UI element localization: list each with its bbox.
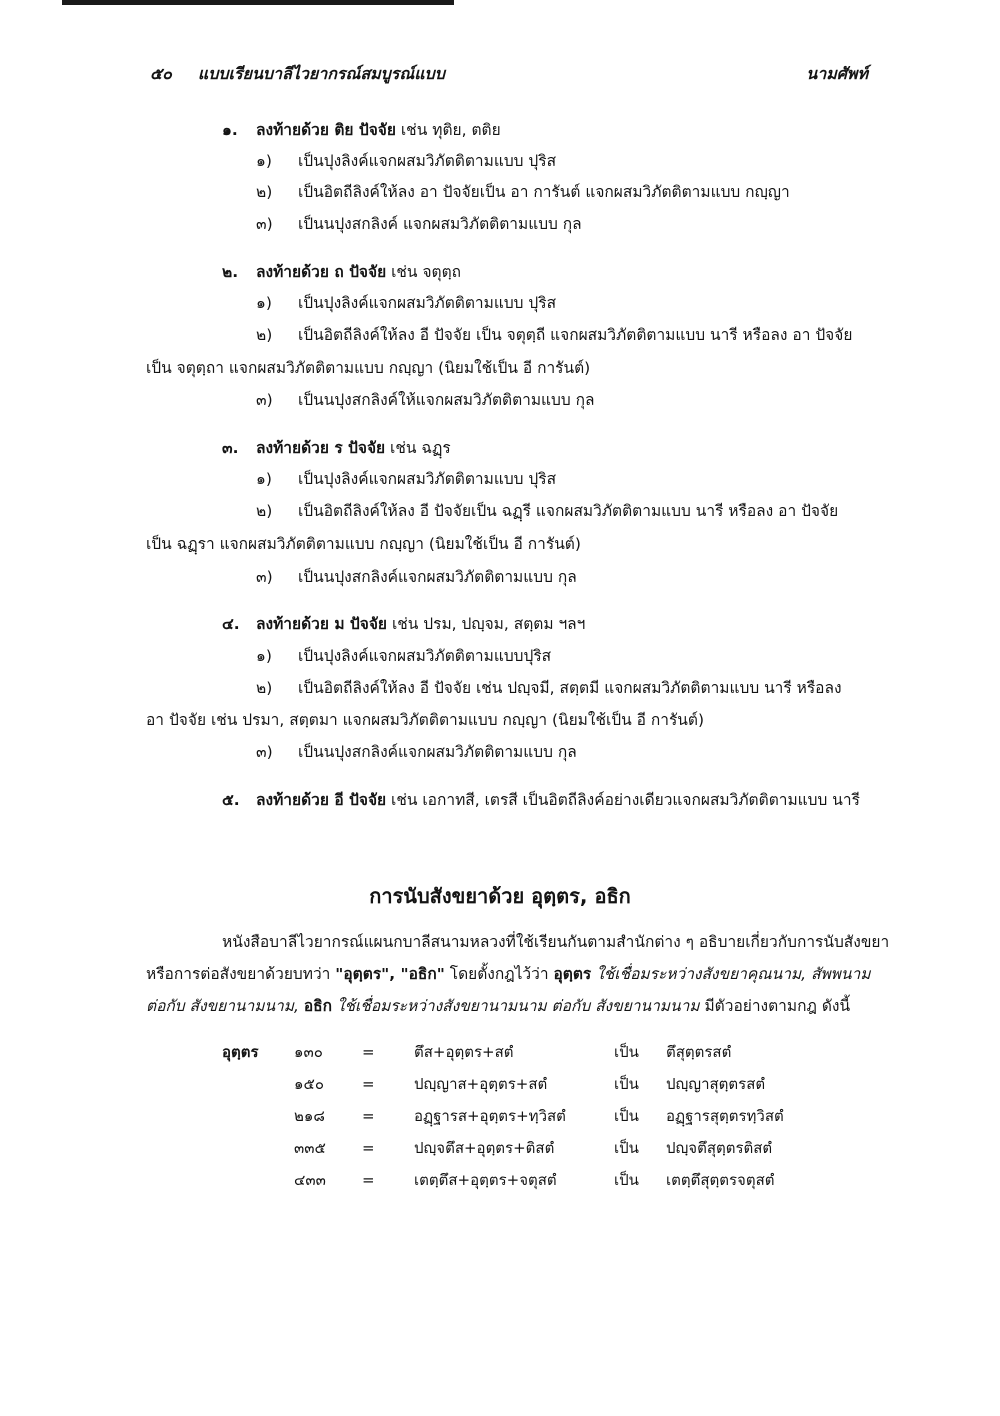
list-item: ๓) เป็นนปุงสกลิงค์แจกผสมวิภัตติตามแบบ กุล bbox=[256, 743, 577, 761]
list-item: ๓) เป็นนปุงสกลิงค์แจกผสมวิภัตติตามแบบ กุล bbox=[256, 568, 577, 586]
running-header bbox=[150, 62, 445, 87]
paragraph-line: หนังสือบาลีไวยากรณ์แผนกบาลีสนามหลวงที่ใช้เรียนกันตามสำนักต่าง ๆ อธิบายเกี่ยวกับการนับสังขยา bbox=[222, 933, 890, 951]
paragraph-line: ต่อกับ สังขยานามนาม, อธิก ใช้เชื่อมระหว่างสังขยานามนาม ต่อกับ สังขยานามนาม มีตัวอย่างตามกฎ ดังนี้ bbox=[146, 997, 851, 1015]
list-item: ๒) เป็นอิตถีลิงค์ให้ลง อา ปัจจัยเป็น อา การันต์ แจกผสมวิภัตติตามแบบ กญฺญา bbox=[256, 183, 790, 201]
group-heading: ๒. ลงท้ายด้วย ถ ปัจจัย เช่น จตุตฺถ bbox=[222, 263, 462, 281]
top-rule bbox=[62, 0, 454, 5]
group-heading: ๑. ลงท้ายด้วย ติย ปัจจัย เช่น ทุติย, ตติย bbox=[222, 121, 501, 139]
group-heading: ๔. ลงท้ายด้วย ม ปัจจัย เช่น ปรม, ปญฺจม, สตฺตม ฯลฯ bbox=[222, 615, 586, 633]
group-heading: ๕. ลงท้ายด้วย อี ปัจจัย เช่น เอกาทสี, เตรสี เป็นอิตถีลิงค์อย่างเดียวแจกผสมวิภัตติตามแบบ นารี bbox=[222, 791, 860, 809]
page-number: ๕๐ bbox=[150, 64, 172, 83]
list-item: ๑) เป็นปุงลิงค์แจกผสมวิภัตติตามแบบปุริส bbox=[256, 647, 552, 665]
book-title: แบบเรียนบาลีไวยากรณ์สมบูรณ์แบบ bbox=[197, 64, 445, 83]
list-item: ๑) เป็นปุงลิงค์แจกผสมวิภัตติตามแบบ ปุริส bbox=[256, 470, 557, 488]
group-heading: ๓. ลงท้ายด้วย ร ปัจจัย เช่น ฉฏฺร bbox=[222, 439, 451, 457]
list-item: ๒) เป็นอิตถีลิงค์ให้ลง อี ปัจจัย เช่น ปญฺจมี, สตฺตมี แจกผสมวิภัตติตามแบบ นารี หรือลง bbox=[256, 679, 842, 697]
list-item: ๓) เป็นนปุงสกลิงค์ให้แจกผสมวิภัตติตามแบบ กุล bbox=[256, 391, 595, 409]
section-header: นามศัพท์ bbox=[806, 64, 868, 83]
list-item-continuation: เป็น ฉฏฺรา แจกผสมวิภัตติตามแบบ กญฺญา (นิยมใช้เป็น อี การันต์) bbox=[146, 535, 581, 553]
section-title: การนับสังขยาด้วย อุตฺตร, อธิก bbox=[369, 884, 631, 908]
list-item: ๑) เป็นปุงลิงค์แจกผสมวิภัตติตามแบบ ปุริส bbox=[256, 152, 557, 170]
paragraph-line: หรือการต่อสังขยาด้วยบทว่า "อุตฺตร", "อธิก" โดยตั้งกฎไว้ว่า อุตฺตร ใช้เชื่อมระหว่างสังขยาคุณนาม, สัพพนาม bbox=[146, 965, 871, 983]
list-item-continuation: อา ปัจจัย เช่น ปรมา, สตฺตมา แจกผสมวิภัตติตามแบบ กญฺญา (นิยมใช้เป็น อี การันต์) bbox=[146, 711, 704, 729]
list-item-continuation: เป็น จตุตฺถา แจกผสมวิภัตติตามแบบ กญฺญา (นิยมใช้เป็น อี การันต์) bbox=[146, 359, 591, 377]
example-label: อุตฺตร bbox=[222, 1043, 259, 1061]
list-item: ๒) เป็นอิตถีลิงค์ให้ลง อี ปัจจัย เป็น จตุตฺถี แจกผสมวิภัตติตามแบบ นารี หรือลง อา ปัจจัย bbox=[256, 326, 853, 344]
list-item: ๓) เป็นนปุงสกลิงค์ แจกผสมวิภัตติตามแบบ กุล bbox=[256, 215, 582, 233]
list-item: ๑) เป็นปุงลิงค์แจกผสมวิภัตติตามแบบ ปุริส bbox=[256, 294, 557, 312]
list-item: ๒) เป็นอิตถีลิงค์ให้ลง อี ปัจจัยเป็น ฉฏฺรี แจกผสมวิภัตติตามแบบ นารี หรือลง อา ปัจจัย bbox=[256, 502, 839, 520]
